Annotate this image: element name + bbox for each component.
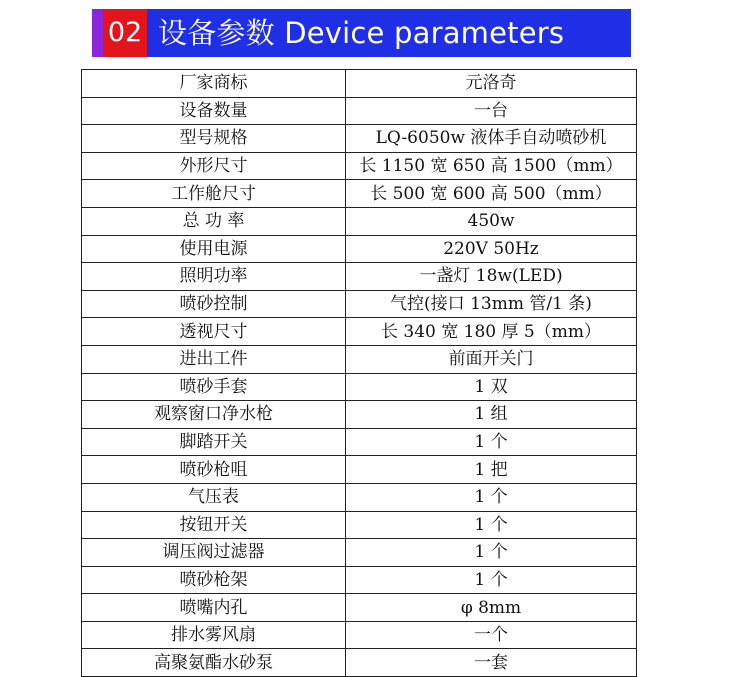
- parameter-value: 一个: [346, 621, 637, 649]
- table-row: [82, 649, 637, 677]
- table-row: [82, 539, 637, 567]
- table-row: [82, 180, 637, 208]
- parameter-value: 1 个: [346, 566, 637, 594]
- table-row: [82, 621, 637, 649]
- table-row: [82, 373, 637, 401]
- table-row: [82, 263, 637, 291]
- parameter-label: 喷砂手套: [82, 373, 346, 401]
- parameter-value: 1 把: [346, 456, 637, 484]
- parameter-value: 1 个: [346, 483, 637, 511]
- parameter-label: 气压表: [82, 483, 346, 511]
- table-row: [82, 428, 637, 456]
- parameter-label: 透视尺寸: [82, 318, 346, 346]
- parameter-label: 观察窗口净水枪: [82, 401, 346, 429]
- parameter-label: 总 功 率: [82, 207, 346, 235]
- table-row: [82, 401, 637, 429]
- header-accent-stripe: [92, 9, 103, 57]
- parameter-label: 排水雾风扇: [82, 621, 346, 649]
- parameter-value: 长 1150 宽 650 高 1500（mm）: [346, 152, 637, 180]
- table-row: [82, 290, 637, 318]
- parameter-value: 450w: [346, 207, 637, 235]
- device-parameters-table: [81, 69, 637, 677]
- parameter-label: 按钮开关: [82, 511, 346, 539]
- parameter-label: 喷砂控制: [82, 290, 346, 318]
- parameter-label: 外形尺寸: [82, 152, 346, 180]
- parameter-value: LQ-6050w 液体手自动喷砂机: [346, 125, 637, 153]
- table-row: [82, 483, 637, 511]
- parameter-value: φ 8mm: [346, 594, 637, 622]
- parameter-value: 1 个: [346, 539, 637, 567]
- table-row: [82, 152, 637, 180]
- parameter-value: 1 双: [346, 373, 637, 401]
- parameter-value: 220V 50Hz: [346, 235, 637, 263]
- parameter-label: 高聚氨酯水砂泵: [82, 649, 346, 677]
- section-title: 设备参数 Device parameters: [158, 16, 565, 50]
- table-row: [82, 97, 637, 125]
- section-number: 02: [103, 9, 147, 57]
- parameter-label: 设备数量: [82, 97, 346, 125]
- table-row: [82, 207, 637, 235]
- table-row: [82, 594, 637, 622]
- parameter-label: 喷砂枪咀: [82, 456, 346, 484]
- parameter-label: 工作舱尺寸: [82, 180, 346, 208]
- parameter-value: 长 500 宽 600 高 500（mm）: [346, 180, 637, 208]
- parameter-label: 厂家商标: [82, 70, 346, 98]
- table-row: [82, 345, 637, 373]
- table-row: [82, 125, 637, 153]
- parameter-label: 型号规格: [82, 125, 346, 153]
- parameters-table-body: [82, 70, 637, 677]
- table-row: [82, 318, 637, 346]
- parameter-label: 照明功率: [82, 263, 346, 291]
- parameter-value: 1 组: [346, 401, 637, 429]
- table-row: [82, 566, 637, 594]
- parameter-value: 元洛奇: [346, 70, 637, 98]
- parameter-value: 一盏灯 18w(LED): [346, 263, 637, 291]
- parameter-value: 长 340 宽 180 厚 5（mm）: [346, 318, 637, 346]
- parameter-value: 一套: [346, 649, 637, 677]
- table-row: [82, 235, 637, 263]
- parameter-value: 1 个: [346, 428, 637, 456]
- parameter-label: 喷嘴内孔: [82, 594, 346, 622]
- parameter-label: 脚踏开关: [82, 428, 346, 456]
- parameter-label: 使用电源: [82, 235, 346, 263]
- parameter-label: 喷砂枪架: [82, 566, 346, 594]
- table-row: [82, 70, 637, 98]
- parameter-value: 气控(接口 13mm 管/1 条): [346, 290, 637, 318]
- parameter-value: 1 个: [346, 511, 637, 539]
- parameter-label: 调压阀过滤器: [82, 539, 346, 567]
- parameter-value: 一台: [346, 97, 637, 125]
- section-header: [92, 9, 631, 57]
- table-row: [82, 511, 637, 539]
- table-row: [82, 456, 637, 484]
- parameter-label: 进出工件: [82, 345, 346, 373]
- parameter-value: 前面开关门: [346, 345, 637, 373]
